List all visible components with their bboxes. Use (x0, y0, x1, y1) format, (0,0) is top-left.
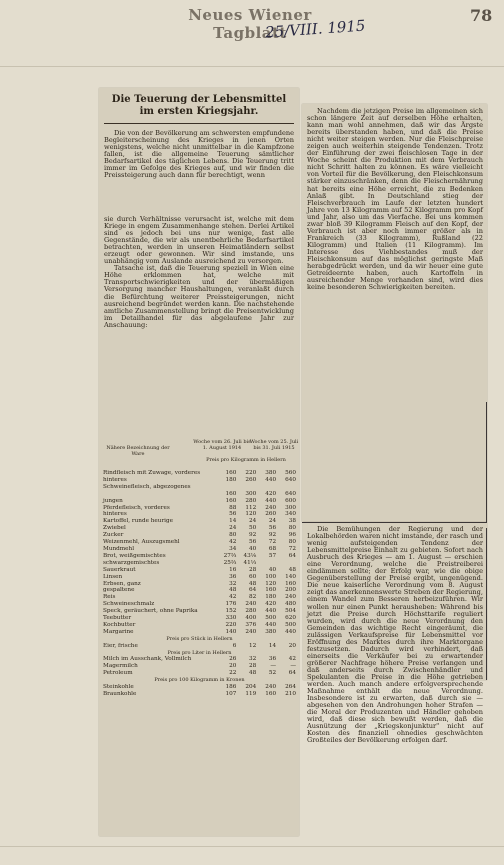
price-cell: 25⅔ (223, 559, 237, 566)
ware-label: Pferdefleisch, vorderes (103, 504, 170, 511)
price-cell: 300 (285, 504, 296, 511)
price-cell: 26 (229, 656, 237, 663)
price-cell: 280 (245, 608, 257, 615)
price-cell: 640 (285, 490, 296, 497)
price-cell: 28 (248, 566, 257, 573)
price-table-unit-note (103, 636, 296, 643)
price-cell (217, 484, 237, 491)
price-cell: 48 (248, 580, 257, 587)
paragraph: Nachdem die jetzigen Preise im allgemeinen sich schon längere Zeit auf derselben Höhe erhalten, kann man wohl annehmen, daß wir das Ärgste bereits überstanden haben, und daß die Preise nicht weiter steigen werden. Nur die Fleischpreise zeigen auch weiterhin steigende Tendenzen. Trotz der Einführung der zwei fleischlosen Tage in der Woche scheint die Produktion mit dem Verbrauch nicht Schritt halten zu können. Es wäre vielleicht von Vorteil für die Bevölkerung, den Fleischkonsum stärker einzuschränken, denn die Fleischernährung hat bereits eine Höhe erreicht, die zu Bedenken Anlaß gibt. In Deutschland stieg der Fleischverbrauch im Laufe der letzten hundert Jahre von 13 Kilogramm auf 52 Kilogramm pro Kopf und Jahr, also um das Vierfache. Bei uns kommen zwar bloß 39 Kilogramm Fleisch auf den Kopf, der Verbrauch ist aber noch immer größer als in Frankreich (33 Kilogramm), Rußland (22 Kilogramm) und Italien (11 Kilogramm). Im Interesse des Viehbestandes muß der Fleischkonsum auf das möglichst geringste Maß herabgedrückt werden, und da wir heuer eine gute Getreideernte haben, auch Kartoffeln in ausreichender Menge vorhanden sind, wird dies keine besonderen Schwierigkeiten bereiten. (307, 107, 483, 292)
price-cell: 504 (285, 608, 296, 615)
price-cell: 120 (265, 580, 277, 587)
price-cell: 440 (265, 621, 277, 628)
price-table-row (103, 622, 296, 629)
price-cell: 56 (229, 511, 237, 518)
price-cell: 42 (288, 656, 296, 663)
price-cell: 300 (245, 490, 257, 497)
price-cell: 264 (285, 684, 296, 691)
price-table-row (103, 670, 296, 677)
ware-label: Zwiebel (103, 525, 126, 532)
ware-label: Reis (103, 594, 116, 601)
price-cell: 440 (265, 476, 277, 483)
ware-label: Speck, geräuchert, ohne Paprika (103, 608, 198, 615)
price-table-row (103, 608, 296, 615)
price-cell: 57 (268, 552, 277, 559)
ware-label: Sauerkraut (103, 566, 136, 573)
price-cell: 640 (285, 476, 296, 483)
price-cell: 210 (285, 691, 296, 697)
price-cell: 43⅛ (243, 552, 257, 559)
price-cell: 56 (248, 539, 257, 546)
price-cell: — (290, 663, 296, 670)
price-table-row (103, 470, 296, 477)
price-cell: 24 (229, 525, 237, 532)
article-column-right-bottom (307, 525, 483, 745)
price-cell (256, 560, 276, 567)
headline-rule (104, 123, 294, 124)
ware-label: Eier, frische (103, 642, 138, 649)
price-cell: 160 (285, 580, 296, 587)
ware-label: Erbsen, ganz (103, 580, 141, 587)
price-cell: 80 (229, 532, 237, 539)
price-cell: 80 (288, 539, 296, 546)
price-cell: 28 (248, 663, 257, 670)
price-cell: 380 (265, 628, 277, 635)
price-cell: 107 (225, 691, 237, 697)
headline-line-2: im ersten Kriegsjahr. (139, 106, 259, 117)
price-cell: 240 (245, 601, 257, 608)
price-cell: 240 (265, 684, 277, 691)
ware-label: jungen (103, 497, 123, 504)
price-table-row (103, 643, 296, 650)
price-cell (236, 484, 256, 491)
header-1914: Woche vom 26. Juli bis 1. August 1914 (193, 439, 251, 451)
article-headline (104, 94, 294, 118)
price-cell (276, 560, 296, 567)
price-cell: 64 (288, 552, 296, 559)
paragraph: sie durch Verhältnisse verursacht ist, welche mit dem Kriege in engem Zusammenhange stehen. Derlei Artikel sind es jedoch bei uns nur wenige, fast alle Gegenstände, die wir als unentbehrliche Bedarfsartikel betrachten, werden in unseren Heimatländern selbst erzeugt oder gewonnen. Wir sind imstande, uns unabhängig vom Auslande ausreichend zu versorgen. (104, 215, 294, 266)
price-cell: 500 (265, 615, 277, 622)
price-cell: 12 (248, 642, 257, 649)
price-cell: 42 (229, 539, 237, 546)
price-cell: 330 (225, 615, 237, 622)
paragraph: Die Bemühungen der Regierung und der Lokalbehörden waren nicht imstande, der rasch und wenig aufsteigenden Tendenz der Lebensmittelpreise Einhalt zu gebieten. Sofort nach Ausbruch des Krieges — am 1. August — erschien eine Verordnung, welche die Preistreiberei eindämmen sollte; der Erfolg war, wie die obige Gegenüberstellung der Preise ergibt, ungenügend. Die neue kaiserliche Verordnung vom 8. August zeigt das anerkennenswerte Streben der Regierung, einem Wandel zum Besseren herbeizuführen. Wir wollen nur einen Punkt herausheben: Während bis jetzt die Preise durch Höchsttarife reguliert wurden, wird durch die neue Verordnung den Gemeinden das wichtige Recht eingeräumt, die zulässigen Verkaufspreise für Lebensmittel vor Eröffnung des Marktes durch ihre Marktorgane festzusetzen. Dadurch wird verhindert, daß einerseits die Verkäufer bei zu erwartender größerer Nachfrage höhere Preise verlangen und daß anderseits durch Zwischenhändler und Spekulanten die Preise in die Höhe getrieben werden. Auch manch andere erfolgversprechende Maßnahme enthält die neue Verordnung. Insbesondere ist zu erwarten, daß durch sie — abgesehen von den Androhungen hoher Strafen — die Moral der Produzenten und Händler gehoben wird, daß diese sich bewußt werden, daß die Ausnützung der „Kriegskonjunktur" nicht auf Kosten des finanziell ohnedies geschwächten Großteiles der Bevölkerung erfolgen darf. (307, 525, 483, 745)
price-cell: 64 (288, 670, 296, 677)
price-table-row (103, 560, 296, 567)
price-cell: 152 (225, 608, 237, 615)
price-cell: 24 (268, 518, 277, 525)
price-cell: 72 (288, 545, 296, 552)
price-cell: 60 (248, 573, 257, 580)
price-table-row (103, 505, 296, 512)
header-1915: Woche vom 25. Juli bis 31. Juli 1915 (249, 439, 299, 451)
price-cell: 160 (265, 691, 277, 697)
price-table-row (103, 518, 296, 525)
price-cell: 42 (229, 594, 237, 601)
price-table-row (103, 532, 296, 539)
price-cell: 14 (229, 518, 237, 525)
price-cell: 220 (225, 621, 237, 628)
price-table-row (103, 656, 296, 663)
price-cell: 176 (225, 601, 237, 608)
price-cell: 100 (265, 573, 277, 580)
price-table-row (103, 525, 296, 532)
price-cell: 120 (245, 511, 257, 518)
price-cell: 52 (268, 670, 277, 677)
price-cell: 119 (245, 691, 257, 697)
price-table-unit-note (103, 677, 296, 684)
ware-label: Teebutter (103, 615, 132, 622)
price-table-row (103, 477, 296, 484)
paragraph: Die von der Bevölkerung am schwersten empfundene Begleiterscheinung des Krieges in jenen Orten wenigstens, welche nicht unmittelbar in die Kampfzone fallen, ist die allgemeine Teuerung sämtlicher Bedarfsartikel des täglichen Lebens. Die Teuerung tritt immer im Gefolge des Krieges auf, und wir finden die Preissteigerung auch dann für berechtigt, wenn (104, 129, 294, 180)
price-cell: 48 (288, 566, 296, 573)
price-cell: 72 (268, 539, 277, 546)
pencil-margin-line (472, 528, 487, 680)
price-cell: 68 (268, 545, 277, 552)
price-cell: 24 (248, 518, 257, 525)
ware-label: Schweineschmalz (103, 601, 155, 608)
price-cell: 80 (288, 525, 296, 532)
ware-label (103, 491, 217, 498)
header-unit: Preis pro Kilogramm in Hellern (206, 457, 286, 463)
ware-label: Petroleum (103, 670, 133, 677)
price-table-row (103, 594, 296, 601)
price-cell: 50 (248, 525, 257, 532)
price-table-unit-note (103, 650, 296, 657)
price-cell: 92 (248, 532, 257, 539)
price-table-row (103, 553, 296, 560)
ware-label: Milch im Ausschank, Vollmilch (103, 656, 192, 663)
price-cell: — (270, 663, 277, 670)
price-table-row (103, 567, 296, 574)
price-cell: 16 (229, 566, 237, 573)
price-cell: 420 (265, 490, 277, 497)
price-cell: 220 (245, 470, 257, 476)
price-cell: 260 (245, 476, 257, 483)
ware-label: hinteres (103, 511, 127, 518)
price-cell: 240 (265, 504, 277, 511)
article-column-left-top (104, 130, 294, 214)
price-cell (276, 484, 296, 491)
ware-label: Steinkohle (103, 684, 134, 691)
price-cell: 400 (245, 615, 257, 622)
price-cell: 480 (285, 601, 296, 608)
price-cell: 260 (265, 511, 277, 518)
ware-label: schwarzgemischtes (103, 559, 160, 566)
ware-label: Linsen (103, 573, 123, 580)
handwritten-date: 25/VIII. 1915 (264, 16, 366, 42)
price-cell: 82 (248, 594, 257, 601)
price-cell: 240 (245, 628, 257, 635)
price-cell: 620 (285, 615, 296, 622)
price-cell: 160 (225, 470, 237, 476)
ware-label: Kochbutter (103, 621, 136, 628)
newspaper-masthead: Neues Wiener Tagblatt (188, 6, 312, 42)
unit-note-cell: Preis pro 100 Kilogramm in Kronen (154, 677, 245, 684)
price-cell: 376 (245, 621, 257, 628)
price-cell: 48 (229, 587, 237, 594)
price-cell: 48 (248, 670, 257, 677)
unit-note-cell: Preis pro Stück in Hellern (166, 635, 233, 642)
price-cell: 180 (225, 476, 237, 483)
price-cell: 440 (265, 497, 277, 504)
price-cell: 34 (229, 545, 237, 552)
price-cell: 186 (225, 684, 237, 691)
price-cell: 160 (225, 490, 237, 497)
price-cell: 420 (265, 601, 277, 608)
price-cell: 41⅓ (243, 559, 257, 566)
ware-label: Brot, weißgemischtes (103, 552, 166, 559)
price-cell: 88 (229, 504, 237, 511)
price-cell: 38 (288, 518, 296, 525)
price-cell: 36 (229, 573, 237, 580)
price-table (103, 470, 296, 698)
ware-label: Weizenmehl, Auszugsmehl (103, 539, 180, 546)
article-column-left-middle (104, 216, 294, 436)
ware-label: Magermilch (103, 663, 138, 670)
ware-label: Schweinefleisch, abgezogenes (103, 483, 191, 490)
paragraph: Tatsache ist, daß die Teuerung speziell in Wien eine Höhe erklommen hat, welche mit Transportschwierigkeiten und der übermäßigen Versorgung mancher Haushaltungen, veranlaßt durch die Befürchtung weiterer Preissteigerungen, nicht ausreichend begründet werden kann. Die nachstehende amtliche Zusammenstellung bringt die Preisentwicklung im Detailhandel für das abgelaufene Jahr zur Anschauung: (104, 264, 294, 329)
pencil-bracket (302, 402, 487, 523)
price-cell: 240 (285, 594, 296, 601)
page-crease (0, 846, 504, 847)
price-table-row (103, 615, 296, 622)
price-cell: 440 (265, 608, 277, 615)
price-cell: 40 (268, 566, 277, 573)
price-cell: 200 (285, 587, 296, 594)
price-table-row (103, 574, 296, 581)
price-cell: 380 (265, 470, 277, 476)
price-cell: 20 (288, 642, 296, 649)
ware-label: Braunkohle (103, 691, 137, 697)
price-cell: 27⅔ (223, 552, 237, 559)
price-cell: 340 (285, 511, 296, 518)
price-cell: 180 (265, 594, 277, 601)
price-cell: 204 (245, 684, 257, 691)
price-cell: 500 (285, 621, 296, 628)
price-table-row (103, 546, 296, 553)
price-cell: 32 (248, 656, 257, 663)
ware-label: Kartoffel, runde heurige (103, 518, 174, 525)
ware-label: Mundmehl (103, 545, 135, 552)
price-cell: 600 (285, 497, 296, 504)
price-cell: 56 (268, 525, 277, 532)
headline-line-1: Die Teuerung der Lebensmittel (111, 94, 287, 105)
price-cell: 64 (248, 587, 257, 594)
price-table-row (103, 663, 296, 670)
price-cell: 36 (268, 656, 277, 663)
price-cell: 280 (245, 497, 257, 504)
price-table-row (103, 539, 296, 546)
ware-label: hinteres (103, 476, 127, 483)
price-table-row (103, 587, 296, 594)
price-cell: 96 (288, 532, 296, 539)
price-cell (256, 484, 276, 491)
ware-label: Zucker (103, 532, 124, 539)
price-table-row (103, 581, 296, 588)
price-table-row (103, 484, 296, 491)
price-cell: 160 (225, 497, 237, 504)
price-table-row (103, 491, 296, 498)
price-table-row (103, 691, 296, 698)
price-cell: 112 (245, 504, 257, 511)
price-cell: 140 (225, 628, 237, 635)
ware-label: gespaltene (103, 587, 135, 594)
page-crease (0, 66, 504, 67)
header-ware: Nähere Bezeichnung der Ware (106, 445, 170, 457)
price-table-row (103, 629, 296, 636)
price-cell: 40 (248, 545, 257, 552)
price-table-row (103, 684, 296, 691)
ware-label: Rindfleisch mit Zuwage, vorderes (103, 470, 201, 476)
price-cell: 20 (229, 663, 237, 670)
price-cell: 6 (232, 642, 237, 649)
price-cell: 92 (268, 532, 277, 539)
page-number: 78 (470, 6, 493, 25)
unit-note-cell: Preis pro Liter in Hellern (167, 649, 232, 656)
price-table-row (103, 511, 296, 518)
price-table-row (103, 601, 296, 608)
price-cell: 32 (229, 580, 237, 587)
price-cell: 160 (265, 587, 277, 594)
ware-label: Margarine (103, 628, 134, 635)
price-cell: 14 (268, 642, 277, 649)
price-cell: 140 (285, 573, 296, 580)
price-table-row (103, 498, 296, 505)
price-cell: 440 (285, 628, 296, 635)
price-cell: 560 (285, 470, 296, 476)
price-cell: 22 (229, 670, 237, 677)
